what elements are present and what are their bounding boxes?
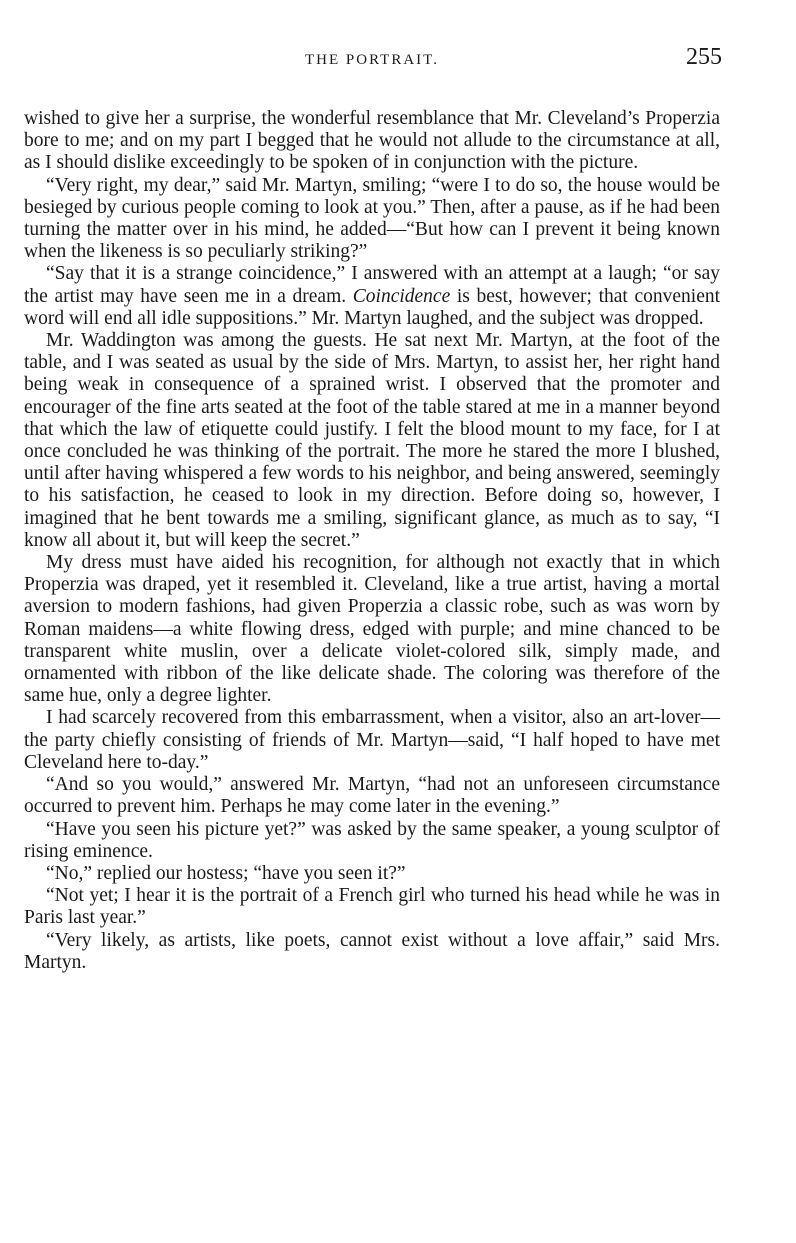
running-title: THE PORTRAIT. [305,52,439,68]
book-page [24,44,720,974]
emphasis-coincidence: Coincidence [352,285,451,307]
paragraph-6: I had scarcely recovered from this embarrassment, when a visitor, also an art-lover—the party chiefly consisting of friends of Mr. Martyn—said, “I half hoped to have met Cleveland here to-day.” [24,707,720,773]
paragraph-8: “Have you seen his picture yet?” was asked by the same speaker, a young sculptor of rising eminence. [24,818,720,862]
paragraph-2: “Very right, my dear,” said Mr. Martyn, smiling; “were I to do so, the house would be besieged by curious people coming to look at you.” Then, after a pause, as if he had been turning the matter over in his mind, he added—“But how can I prevent it being known when the likeness is so peculiarly striking?” [24,174,720,263]
paragraph-11: “Very likely, as artists, like poets, cannot exist without a love affair,” said Mrs. Martyn. [24,929,720,973]
running-head [24,44,720,80]
paragraph-3-lead: “Say that it is a strange coincidence,” I answered with an attempt at a laugh; “or say the artist may have seen me in a dream. [24,263,720,307]
body-text [24,108,720,974]
page-number: 255 [686,44,722,70]
paragraph-3 [24,263,720,330]
paragraph-3-tail: is best, however; that convenient word will end all idle suppositions.” Mr. Martyn laughed, and the subject was dropped. [24,285,721,329]
paragraph-10: “Not yet; I hear it is the portrait of a French girl who turned his head while he was in Paris last year.” [24,885,720,929]
paragraph-9: “No,” replied our hostess; “have you seen it?” [46,862,406,884]
paragraph-7: “And so you would,” answered Mr. Martyn, “had not an unforeseen circumstance occurred to prevent him. Perhaps he may come later in the evening.” [24,774,720,818]
paragraph-4: Mr. Waddington was among the guests. He sat next Mr. Martyn, at the foot of the table, and I was seated as usual by the side of Mrs. Martyn, to assist her, her right hand being weak in consequence of a sprained wrist. I observed that the promoter and encourager of the fine arts seated at the foot of the table stared at me in a manner beyond that which the law of etiquette could justify. I felt the blood mount to my face, for I at once concluded he was thinking of the portrait. The more he stared the more I blushed, until after having whispered a few words to his neighbor, and being answered, seemingly to his satisfaction, he ceased to look in my direction. Before doing so, however, I imagined that he bent towards me a smiling, significant glance, as much as to say, “I know all about it, but will keep the secret.” [24,330,720,551]
paragraph-1: wished to give her a surprise, the wonderful resemblance that Mr. Cleveland’s Properzia bore to me; and on my part I begged that he would not allude to the circumstance at all, as I should dislike exceedingly to be spoken of in conjunction with the picture. [24,108,720,174]
paragraph-5: My dress must have aided his recognition, for although not exactly that in which Properzia was draped, yet it resembled it. Cleveland, like a true artist, having a mortal aversion to modern fashions, had given Properzia a classic robe, such as was worn by Roman maidens—a white flowing dress, edged with purple; and mine chanced to be transparent white muslin, over a delicate violet-colored silk, simply made, and ornamented with ribbon of the like delicate shade. The coloring was therefore of the same hue, only a degree lighter. [24,552,720,707]
